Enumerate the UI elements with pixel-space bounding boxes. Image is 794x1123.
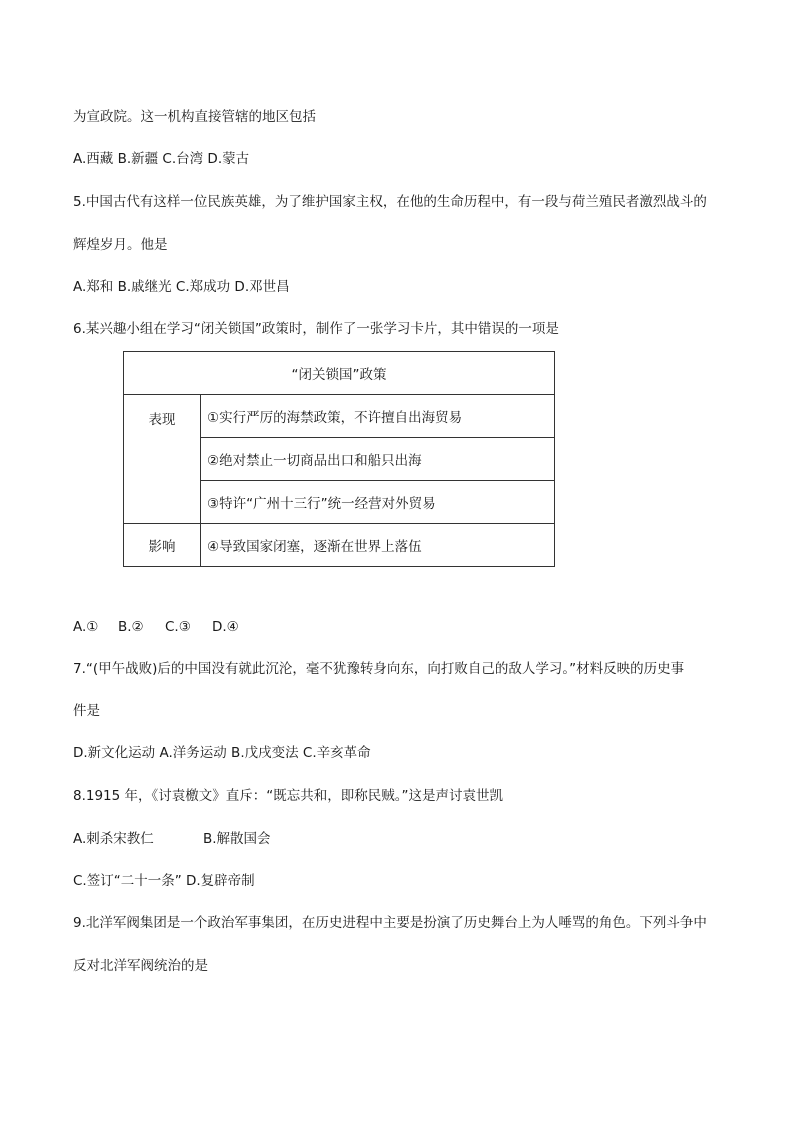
- card-item-3: ③特许“广州十三行”统一经营对外贸易: [201, 481, 555, 524]
- q7-options: D.新文化运动 A.洋务运动 B.戊戌变法 C.辛亥革命: [73, 745, 371, 761]
- card-category-performance: 表现: [124, 395, 201, 524]
- q8-stem: 8.1915 年，《讨袁檄文》直斥：“既忘共和，即称民贼。”这是声讨袁世凯: [73, 788, 504, 804]
- card-item-2: ②绝对禁止一切商品出口和船只出海: [201, 438, 555, 481]
- q8-option-b: B.解散国会: [203, 831, 271, 847]
- q5-options: A.郑和 B.戚继光 C.郑成功 D.邓世昌: [73, 279, 290, 295]
- study-card-table: [123, 351, 555, 567]
- q8-option-a: A.刺杀宋教仁: [73, 831, 154, 847]
- q7-stem-continued: 件是: [73, 703, 100, 719]
- q5-stem-continued: 辉煌岁月。他是: [73, 237, 168, 253]
- card-title: “闭关锁国”政策: [124, 352, 555, 395]
- q9-stem: 9.北洋军阀集团是一个政治军事集团，在历史进程中主要是扮演了历史舞台上为人唾骂的角色。下列斗争中: [73, 915, 707, 931]
- q6-option-b: B.②: [118, 619, 144, 635]
- q5-stem: 5.中国古代有这样一位民族英雄，为了维护国家主权，在他的生命历程中，有一段与荷兰殖民者激烈战斗的: [73, 194, 707, 210]
- q8-options-row1: [73, 830, 271, 848]
- q6-option-d: D.④: [212, 619, 239, 635]
- q6-option-a: A.①: [73, 619, 99, 635]
- q6-stem: 6.某兴趣小组在学习“闭关锁国”政策时，制作了一张学习卡片，其中错误的一项是: [73, 321, 559, 337]
- q6-option-c: C.③: [165, 619, 191, 635]
- card-item-1: ①实行严厉的海禁政策，不许擅自出海贸易: [201, 395, 555, 438]
- q9-stem-continued: 反对北洋军阀统治的是: [73, 958, 208, 974]
- q4-continuation: 为宣政院。这一机构直接管辖的地区包括: [73, 109, 316, 125]
- card-category-impact: 影响: [124, 524, 201, 567]
- q7-stem: 7.“(甲午战败)后的中国没有就此沉沦，毫不犹豫转身向东，向打败自己的敌人学习。”材料反映的历史事: [73, 661, 685, 677]
- card-item-4: ④导致国家闭塞，逐渐在世界上落伍: [201, 524, 555, 567]
- q4-options: A.西藏 B.新疆 C.台湾 D.蒙古: [73, 151, 250, 167]
- q6-options: [73, 618, 239, 636]
- q8-options-row2: C.签订“二十一条” D.复辟帝制: [73, 873, 255, 889]
